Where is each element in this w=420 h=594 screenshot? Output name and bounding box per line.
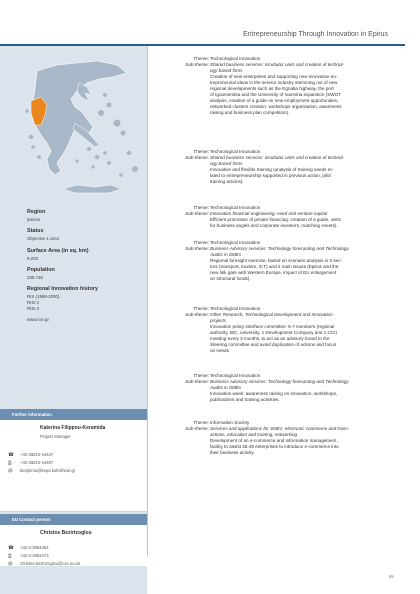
contact-phone [8, 452, 53, 458]
desc-text: Steering committee and avoid duplication of actions and focus [210, 342, 337, 347]
sub-text: ogy based firms [210, 68, 243, 73]
desc-text: lated to entrepreneurship supported in previous action, pilot [210, 173, 331, 178]
theme-entry [148, 420, 388, 456]
surface-label: Surface Area (in sq. km) [27, 248, 89, 254]
desc-text: on needs. [210, 348, 231, 353]
theme-text: Information Society [210, 420, 250, 425]
eu-contact-name: Christos Bezirtzoglou [40, 530, 92, 536]
desc-row [148, 348, 388, 354]
sub-text: Shared business services: incubator units and creation of technol- [210, 155, 345, 160]
sub-text: Services and applications for SMEs: electronic commerce and trans- [210, 426, 350, 431]
theme-text: Technological Innovation [210, 149, 261, 154]
surface-block [27, 248, 89, 262]
history-item: RIS (1998-2000) [27, 294, 60, 299]
sub-text: ogy based firms [210, 161, 243, 166]
desc-text: authority, BIC, university, 1 Development Company and 1 CCI) [210, 330, 337, 335]
sub-label: Sub-theme: [185, 62, 209, 67]
status-value: Objective 1 area [27, 236, 59, 241]
sub-text: Audits in SMEs [210, 385, 242, 390]
desc-text: training actions). [210, 179, 244, 184]
contact-email [8, 468, 75, 473]
theme-label: Theme: [193, 373, 209, 378]
eu-contact-title: EU Contact person [12, 517, 51, 522]
sub-label: Sub-theme: [185, 312, 209, 317]
desc-text: for business angels and corporate investors, matching events). [210, 223, 338, 228]
status-label: Status [27, 228, 44, 234]
greece-mainland [31, 61, 127, 175]
page-header-title: Entrepreneurship Through Innovation in Epirus [242, 31, 388, 38]
further-info-title: Further information [12, 412, 52, 417]
sub-text: Audits in SMEs [210, 252, 242, 257]
history-item: RISI 2 [27, 306, 40, 311]
sidebar-divider [147, 46, 148, 556]
desc-text: facility to assist 35-49 enterprises to introduce e-commerce into [210, 444, 339, 449]
desc-text: tors (transport, tourism, ICT) and 2 main issues (Epirus and the [210, 264, 339, 269]
theme-text: Technological Innovation [210, 240, 261, 245]
desc-text: networked clusters creation, workshops organisation, awareness [210, 104, 342, 109]
email-icon: @ [8, 468, 13, 473]
further-info-header [0, 409, 147, 420]
history-block [27, 286, 98, 312]
contact-role: Project Manager [40, 434, 71, 439]
theme-entry [148, 240, 388, 282]
further-contact-card [0, 420, 147, 512]
status-block [27, 228, 59, 242]
desc-row [148, 450, 388, 456]
surface-value: 9.203 [27, 256, 38, 261]
phone-icon: ☎ [8, 545, 14, 550]
desc-text: new link gate with Western Europe, impact of EU enlargement [210, 270, 337, 275]
sub-text: Business Advisory services: Technology forecasting and Technology [210, 379, 349, 384]
theme-entry [148, 306, 388, 354]
desc-text: regional developments such as the Egnatia highway, the port [210, 86, 334, 91]
theme-entry [148, 205, 388, 229]
theme-label: Theme: [193, 205, 209, 210]
greece-map [17, 53, 147, 203]
sub-text: Other Research, Technological Development and Innovation [210, 312, 333, 317]
desc-text: analysis, creation of a guide on new employment opportunities, [210, 98, 339, 103]
sub-label: Sub-theme: [185, 211, 209, 216]
eu-contact-fax [8, 553, 49, 558]
population-block [27, 267, 55, 281]
fax-number: +30-26510-44487 [20, 460, 54, 465]
sub-text: actions, education and training, networking [210, 432, 298, 437]
desc-text: their business activity. [210, 450, 255, 455]
phone-icon: ☎ [8, 452, 14, 457]
sub-label: Sub-theme: [185, 379, 209, 384]
population-label: Population [27, 267, 55, 273]
history-label: Regional Innovation history [27, 286, 98, 292]
desc-text: Regional foresight exercise, based on scenario analysis in 3 sec- [210, 258, 343, 263]
theme-text: Technological Innovation [210, 56, 261, 61]
eu-contact-email [8, 561, 80, 566]
theme-text: Technological Innovation [210, 205, 261, 210]
desc-row [148, 397, 388, 403]
desc-text: raising and business plan competition). [210, 110, 290, 115]
population-value: 339.728 [27, 275, 43, 280]
desc-text: Innovation week: awareness raising on innovation, workshops, [210, 391, 338, 396]
sub-label: Sub-theme: [185, 155, 209, 160]
email-address[interactable]: biorpiirou@kepa.kuforthnet.gr [20, 468, 76, 473]
eu-contact-card [0, 525, 147, 566]
desc-text: Creation of new enterprises and supporting new innovative en- [210, 74, 338, 79]
chalkidiki [77, 83, 91, 101]
sub-text: projects [210, 318, 227, 323]
desc-row [148, 276, 388, 282]
desc-text: trepreneurial ideas in the service industry stemming out of new [210, 80, 338, 85]
desc-text: publications and training activities. [210, 397, 280, 402]
sub-label: Sub-theme: [185, 246, 209, 251]
sub-label: Sub-theme: [185, 426, 209, 431]
desc-row [148, 110, 388, 116]
desc-text: Innovation policy interface committee: 5-7 members (regional [210, 324, 335, 329]
desc-text: Development of an e-commerce and information management [210, 438, 337, 443]
region-block [27, 209, 45, 223]
page-number: 65 [389, 574, 394, 579]
sub-text: Shared business services: incubator units and creation of technol- [210, 62, 345, 67]
website-link[interactable]: www.roe.gr [27, 317, 49, 322]
fax-icon: ⎙ [8, 460, 12, 465]
theme-entry [148, 373, 388, 403]
email-icon: @ [8, 561, 13, 566]
phone-number: +32-2-2994454 [20, 545, 49, 550]
desc-text: Efficient promotion of private financing: creation of a guide, visits [210, 217, 341, 222]
theme-label: Theme: [193, 56, 209, 61]
fax-number: +32-2-2962473 [20, 553, 49, 558]
eu-contact-phone [8, 545, 49, 551]
theme-text: Technological Innovation [210, 373, 261, 378]
crete-island [63, 185, 121, 193]
email-address[interactable]: christos.bezirtzoglou@cec.eu.int [20, 561, 81, 566]
desc-text: meeting every 3 months, to act as an advisory board to the [210, 336, 330, 341]
theme-label: Theme: [193, 149, 209, 154]
website-block [27, 315, 49, 323]
theme-label: Theme: [193, 306, 209, 311]
history-item: RISI 1 [27, 300, 40, 305]
desc-text: on structural funds). [210, 276, 251, 281]
eu-contact-header [0, 514, 147, 525]
fax-icon: ⎙ [8, 553, 12, 558]
phone-number: +30-26510-44447 [20, 452, 54, 457]
contact-fax [8, 460, 53, 465]
theme-label: Theme: [193, 420, 209, 425]
desc-text: of Igoumenitsa and the University of Ioannina expansion (SWOT [210, 92, 341, 97]
theme-text: Technological Innovation [210, 306, 261, 311]
region-label: Region [27, 209, 46, 215]
desc-row [148, 179, 388, 185]
sub-text: Innovation financial engineering: seed and venture capital [210, 211, 328, 216]
desc-row [148, 223, 388, 229]
desc-text: Innovative and flexible training (analysis of training needs re- [210, 167, 334, 172]
theme-entry [148, 149, 388, 185]
theme-label: Theme: [193, 240, 209, 245]
sub-text: Business Advisory services: Technology forecasting and Technology [210, 246, 349, 251]
contact-name: Katerina Filippou-Keramida [40, 425, 106, 431]
region-value: Ipeiros [27, 217, 41, 222]
theme-entry [148, 56, 388, 116]
